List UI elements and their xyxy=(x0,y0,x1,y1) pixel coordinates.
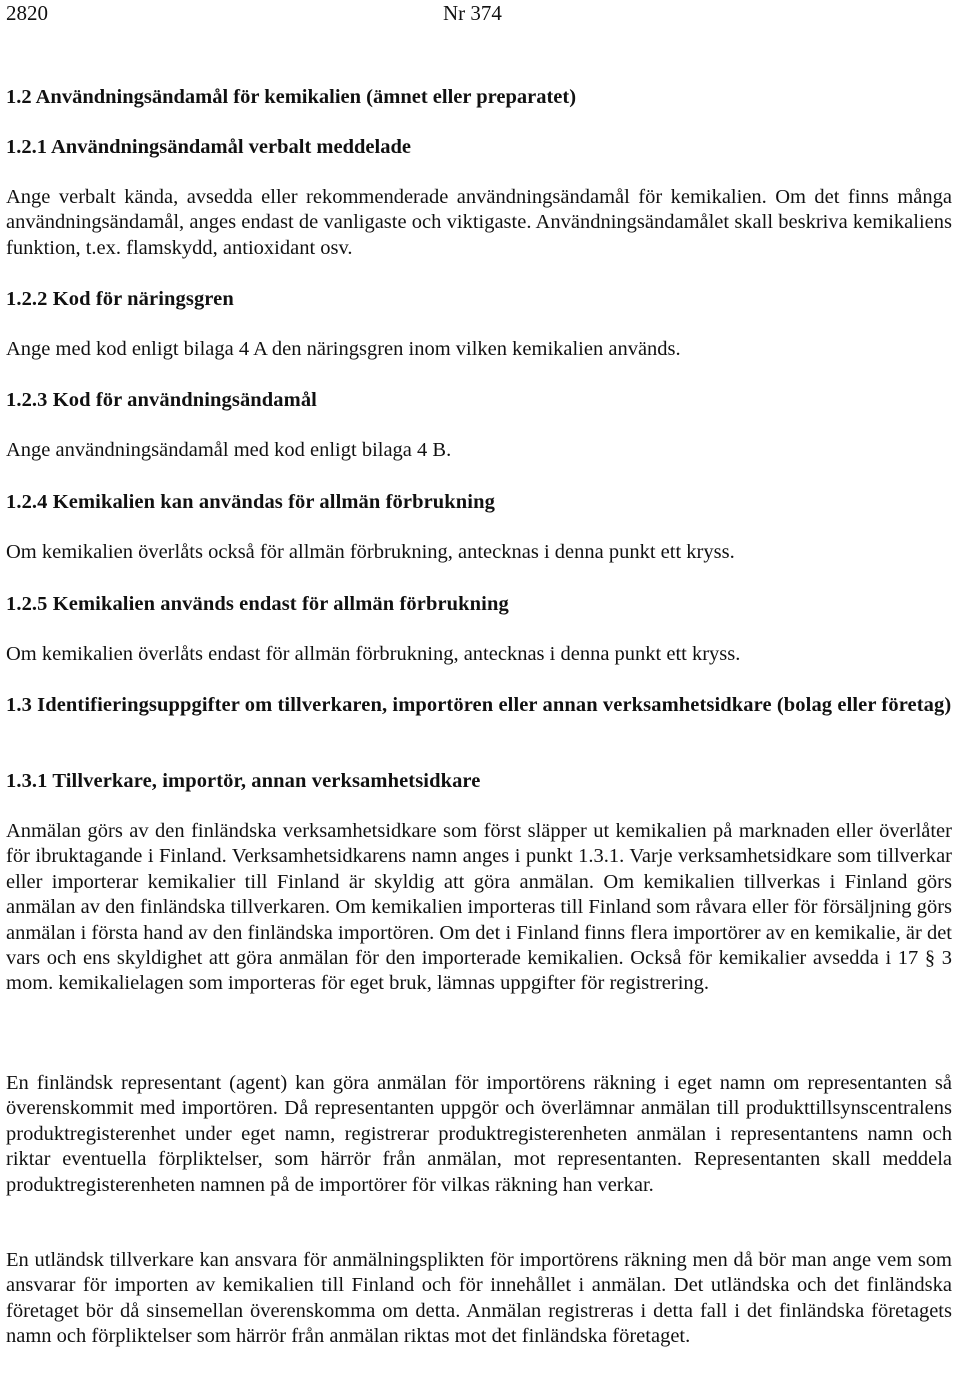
section-text-1-2-1: Ange verbalt kända, avsedda eller rekommenderade användningsändamål för kemikalien. Om det finns många användningsändamål, anges endast de vanligaste och viktigaste. Användningsändamålet skall beskriva kemikaliens funktion, t.ex. flamskydd, antioxidant osv. xyxy=(6,186,952,259)
section-text-1-3-1-paragraph-3: En utländsk tillverkare kan ansvara för anmälningsplikten för importörens räkning men då bör man ange vem som ansvarar för importen av kemikalien till Finland och för innehållet i anmälan. Det utländska och det finländska företaget bör då sinsemellan överenskomma om detta. Anmälan registreras i detta fall i det finländska företagets namn och förpliktelser som härrör från anmälan riktas mot det finländska företaget. xyxy=(6,1249,952,1348)
section-heading-1-3-1: 1.3.1 Tillverkare, importör, annan verksamhetsidkare xyxy=(6,770,481,792)
section-heading-1-2: 1.2 Användningsändamål för kemikalien (ämnet eller preparatet) xyxy=(6,86,577,108)
section-heading-1-2-5: 1.2.5 Kemikalien används endast för allmän förbrukning xyxy=(6,593,509,615)
section-heading-1-2-3: 1.2.3 Kod för användningsändamål xyxy=(6,389,317,411)
section-heading-1-3: 1.3 Identifieringsuppgifter om tillverkaren, importören eller annan verksamhetsidkare (bolag eller företag) xyxy=(6,694,952,716)
section-text-1-2-2: Ange med kod enligt bilaga 4 A den näringsgren inom vilken kemikalien används. xyxy=(6,338,681,360)
section-text-1-2-3: Ange användningsändamål med kod enligt bilaga 4 B. xyxy=(6,439,452,461)
section-text-1-3-1-paragraph-1: Anmälan görs av den finländska verksamhetsidkare som först släpper ut kemikalien på marknaden eller överlåter för ibruktagande i Finland. Verksamhetsidkarens namn anges i punkt 1.3.1. Varje verksamhetsidkare som tillverkar eller importerar kemikalier till Finland är skyldig att göra anmälan. Om kemikalien tillverkas i Finland görs anmälan av den finländska tillverkaren. Om kemikalien importeras till Finland som råvara eller för försäljning görs anmälan i första hand av den finländska importören. Om det i Finland finns flera importörer av en kemikalie, är det vars och ens skyldighet att göra anmälan för den importerade kemikalien. Också för kemikalier avsedda i 17 § 3 mom. kemikalielagen som importeras för eget bruk, lämnas uppgifter för registrering. xyxy=(6,820,952,995)
section-heading-1-2-2: 1.2.2 Kod för näringsgren xyxy=(6,288,234,310)
section-text-1-2-5: Om kemikalien överlåts endast för allmän förbrukning, antecknas i denna punkt ett kryss. xyxy=(6,643,741,665)
running-header xyxy=(6,0,526,28)
issue-number: Nr 374 xyxy=(443,1,502,25)
section-heading-1-2-1: 1.2.1 Användningsändamål verbalt meddelade xyxy=(6,136,411,158)
section-text-1-2-4: Om kemikalien överlåts också för allmän förbrukning, antecknas i denna punkt ett kryss. xyxy=(6,541,735,563)
section-heading-1-2-4: 1.2.4 Kemikalien kan användas för allmän förbrukning xyxy=(6,491,495,513)
section-text-1-3-1-paragraph-2: En finländsk representant (agent) kan göra anmälan för importörens räkning i eget namn om representanten så överenskommit med importören. Då representanten uppgör och överlämnar anmälan till produkttillsynscentralens produktregisterenhet under eget namn, registrerar produktregisterenheten anmälan i representantens namn och riktar eventuella förpliktelser, som härrör från anmälan, mot representanten. Representanten skall meddela produktregisterenheten namnen på de importörer för vilkas räkning han verkar. xyxy=(6,1072,952,1196)
page-number: 2820 xyxy=(6,1,48,25)
